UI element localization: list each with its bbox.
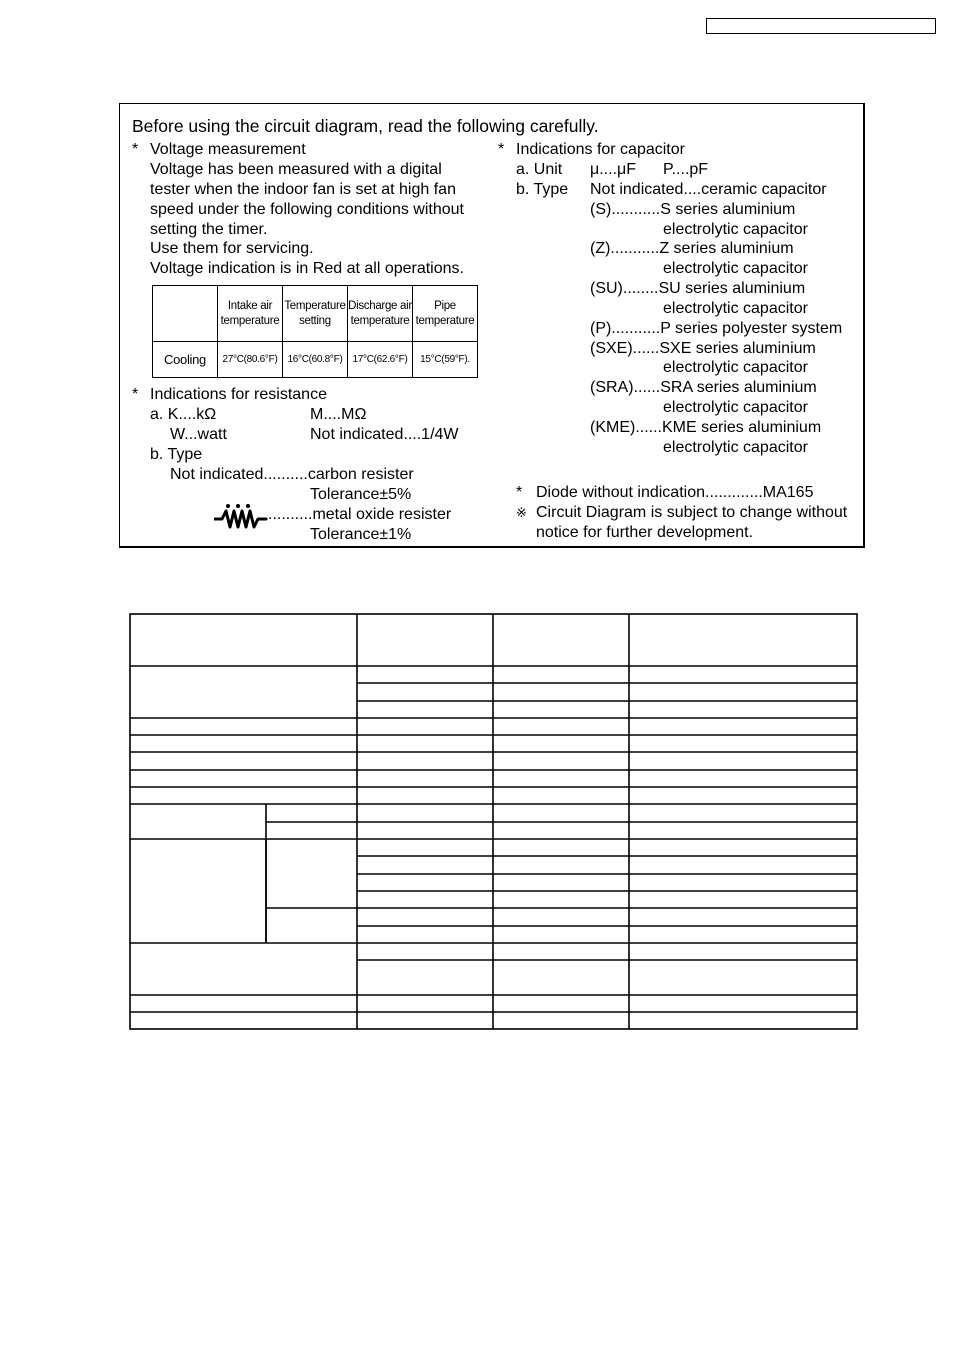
diode-bullet: * (516, 484, 523, 501)
resistance-heading: Indications for resistance (150, 386, 327, 403)
cooling-intake: 27°C(80.6°F) (218, 342, 283, 378)
resistance-metal-oxide: ..........metal oxide resister (268, 506, 452, 523)
header-setting-l1: Temperature (284, 299, 346, 312)
capacitor-type-ceramic: Not indicated....ceramic capacitor (590, 181, 827, 198)
capacitor-line-sra2: electrolytic capacitor (663, 399, 808, 416)
voltage-line-4: setting the timer. (150, 221, 268, 238)
resistance-unit-default: Not indicated....1/4W (310, 426, 459, 443)
header-setting-l2: setting (299, 314, 331, 327)
capacitor-unit-micro: μ....μF (590, 161, 636, 178)
capacitor-line-kme: (KME)......KME series aluminium (590, 419, 822, 436)
capacitor-line-sxe: (SXE)......SXE series aluminium (590, 340, 816, 357)
capacitor-line-s: (S)...........S series aluminium (590, 201, 796, 218)
capacitor-line-sra: (SRA)......SRA series aluminium (590, 379, 817, 396)
header-blank-cell (153, 286, 218, 342)
notes-title: Before using the circuit diagram, read the following carefully. (132, 116, 599, 136)
header-intake-l2: temperature (220, 314, 280, 327)
capacitor-line-p: (P)...........P series polyester system (590, 320, 843, 337)
resistance-unit-w: W...watt (170, 426, 227, 443)
capacitor-bullet: * (498, 141, 505, 158)
resistance-type-label: b. Type (150, 446, 203, 463)
capacitor-line-z: (Z)...........Z series aluminium (590, 240, 794, 257)
header-pipe-l1: Pipe (434, 299, 456, 312)
change-note-line-2: notice for further development. (536, 524, 754, 541)
change-bullet: ※ (516, 505, 527, 520)
model-number-box (706, 18, 936, 34)
voltage-heading: Voltage measurement (150, 141, 306, 158)
conditions-header-row (153, 286, 478, 342)
voltage-line-3: speed under the following conditions without (150, 201, 464, 218)
capacitor-type-label: b. Type (516, 181, 569, 198)
capacitor-unit-pico: P....pF (663, 161, 709, 178)
resistance-bullet: * (132, 386, 139, 403)
resistance-tolerance-1: Tolerance±1% (310, 526, 412, 543)
diode-note: Diode without indication.............MA165 (536, 484, 814, 501)
capacitor-line-z2: electrolytic capacitor (663, 260, 808, 277)
cooling-pipe: 15°C(59°F). (413, 342, 478, 378)
blank-specification-table (129, 613, 859, 1031)
capacitor-line-s2: electrolytic capacitor (663, 221, 808, 238)
metal-oxide-resistor-icon (214, 502, 268, 530)
change-note-line-1: Circuit Diagram is subject to change without (536, 504, 848, 521)
capacitor-heading: Indications for capacitor (516, 141, 685, 158)
capacitor-line-sxe2: electrolytic capacitor (663, 359, 808, 376)
resistance-unit-m: M....MΩ (310, 406, 367, 423)
header-discharge (348, 286, 413, 342)
resistance-carbon: Not indicated..........carbon resister (170, 466, 414, 483)
cooling-label: Cooling (153, 342, 218, 378)
cooling-setting: 16°C(60.8°F) (283, 342, 348, 378)
blank-table-grid (129, 613, 859, 1031)
header-intake-l1: Intake air (227, 299, 273, 312)
resistance-tolerance-5: Tolerance±5% (310, 486, 412, 503)
header-temp-setting (283, 286, 348, 342)
conditions-cooling-row (153, 342, 478, 378)
header-intake (218, 286, 283, 342)
voltage-line-5: Use them for servicing. (150, 240, 314, 257)
measurement-conditions-table (152, 285, 478, 378)
resistance-unit-k: a. K....kΩ (150, 406, 217, 423)
voltage-line-2: tester when the indoor fan is set at high fan (150, 181, 456, 198)
voltage-line-6: Voltage indication is in Red at all operations. (150, 260, 464, 277)
header-pipe-l2: temperature (415, 314, 475, 327)
cooling-discharge: 17°C(62.6°F) (348, 342, 413, 378)
capacitor-unit-label: a. Unit (516, 161, 563, 178)
capacitor-line-su: (SU)........SU series aluminium (590, 280, 806, 297)
capacitor-line-kme2: electrolytic capacitor (663, 439, 808, 456)
header-discharge-l2: temperature (350, 314, 410, 327)
voltage-line-1: Voltage has been measured with a digital (150, 161, 442, 178)
voltage-bullet: * (132, 141, 139, 158)
header-discharge-l1: Discharge air (348, 299, 412, 312)
header-pipe (413, 286, 478, 342)
capacitor-line-su2: electrolytic capacitor (663, 300, 808, 317)
